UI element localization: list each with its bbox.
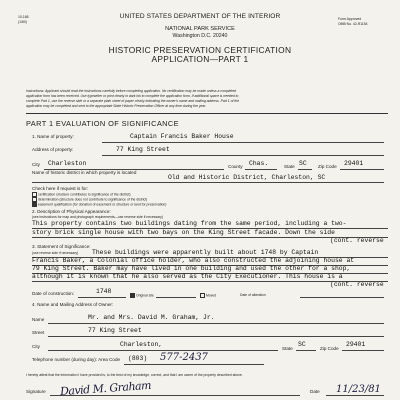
owner-zip-label: Zip Code: [320, 346, 339, 351]
description-continued: (cont. reverse: [330, 237, 384, 244]
district-line: [32, 182, 384, 183]
significance-continued: (cont. reverse: [330, 281, 384, 288]
state-line: [298, 169, 312, 170]
owner-name-field[interactable]: Mr. and Mrs. David M. Graham, Jr.: [88, 314, 215, 321]
signature-date-line: [326, 395, 384, 396]
check-header: Check here if request is for:: [32, 186, 89, 191]
significance-line-2[interactable]: Francis Baker, a Colonial office holder, who also constructed the adjoining house at: [32, 257, 355, 264]
address-line: [102, 155, 384, 156]
original-site-label: Original site: [136, 293, 154, 298]
significance-label: 3. Statement of Significance:: [32, 244, 91, 249]
city-field[interactable]: Charleston: [48, 160, 87, 167]
signature-label: Signature: [26, 389, 46, 394]
instructions-line-3: complete Part 1, use the reverse side or a separate plain sheet of paper clearly indicating the owner's name and mailing address. Part 1 of the: [26, 99, 240, 103]
check-certification-label: certification structure contributes to significance of the district): [38, 192, 131, 197]
owner-city-label: City: [32, 344, 40, 349]
instructions-line-4: application may be completed and sent to the appropriate State Historic Preservation Officer at any time during the year.: [26, 104, 207, 108]
owner-heading: 4. Name and Mailing Address of Owner:: [32, 302, 114, 307]
alteration-date-line: [300, 297, 384, 298]
city-label: City: [32, 162, 40, 167]
district-label: Name of historic district in which property is located: [32, 170, 137, 175]
zip-label: Zip Code: [318, 164, 337, 169]
county-label: County: [228, 164, 243, 169]
zip-line: [340, 169, 384, 170]
checkbox-moved[interactable]: [200, 293, 205, 298]
owner-name-line: [48, 323, 384, 324]
phone-line: [124, 364, 264, 365]
check-easement[interactable]: [32, 202, 166, 207]
checkbox-easement[interactable]: [32, 202, 37, 207]
description-line-1[interactable]: This property contains two buildings dating from the same period, including a two-: [32, 220, 347, 227]
owner-street-line: [48, 336, 384, 337]
moved-label: Moved: [206, 293, 217, 298]
instructions-line-2: application form has been received. Use typewriter or print clearly in dark ink to complete the application form. If additional space is needed to: [26, 94, 239, 98]
section-divider: [26, 113, 388, 114]
address-label: Address of property:: [32, 147, 74, 152]
owner-state-field[interactable]: SC: [298, 341, 306, 348]
zip-field[interactable]: 29401: [344, 160, 364, 167]
signature-date-label: Date: [310, 389, 320, 394]
district-field[interactable]: Old and Historic District, Charleston, SC: [168, 174, 326, 181]
property-name-line: [102, 142, 384, 143]
description-label: 2. Description of Physical Appearance:: [32, 209, 111, 214]
original-site-line: [156, 297, 196, 298]
state-field[interactable]: SC: [299, 160, 307, 167]
owner-street-label: Street: [32, 330, 45, 335]
owner-zip-line: [342, 350, 384, 351]
county-field[interactable]: Chas.: [249, 160, 269, 167]
property-name-field[interactable]: Captain Francis Baker House: [130, 133, 234, 140]
department-name: UNITED STATES DEPARTMENT OF THE INTERIOR: [119, 13, 281, 20]
county-line: [245, 169, 277, 170]
agency-location: Washington D.C. 20240: [172, 33, 228, 39]
significance-hint: (use reverse side if necessary): [32, 251, 79, 255]
owner-street-field[interactable]: 77 King Street: [88, 327, 142, 334]
significance-line-3[interactable]: 79 King Street. Baker may have lived in one building and used the other for a shop,: [32, 265, 351, 272]
form-approved: Form Approved: [338, 17, 362, 21]
check-determination-label: determination (structure does not contribute to significance of the district): [38, 197, 148, 202]
alteration-date-label: Date of alteration: [240, 293, 266, 297]
original-site-option[interactable]: [130, 293, 154, 298]
omb-number: OMB No. 42-R1154: [338, 22, 368, 26]
description-line-2[interactable]: story brick single house with two bays on the King Street facade. Down the side: [32, 229, 335, 236]
instructions-line-1: Instructions: Applicant should read the instructions carefully before completing application. No certification may be made unless a completed: [26, 89, 237, 93]
construction-date-field[interactable]: 1748: [96, 288, 112, 295]
owner-zip-field[interactable]: 29401: [346, 341, 366, 348]
owner-state-label: State: [282, 346, 293, 351]
form-code-left: 10-168: [18, 15, 29, 19]
form-title: HISTORIC PRESERVATION CERTIFICATION: [108, 45, 292, 55]
significance-line-1[interactable]: These buildings were apparently built about 1748 by Captain: [92, 249, 319, 256]
check-easement-label: easement qualification (for donation of easement or structure or land for preservation): [38, 202, 167, 207]
form-subtitle: APPLICATION—PART 1: [151, 54, 249, 64]
owner-name-label: Name: [32, 317, 45, 322]
agency-name: NATIONAL PARK SERVICE: [165, 26, 235, 32]
owner-city-line: [48, 350, 278, 351]
moved-option[interactable]: [200, 293, 216, 298]
construction-date-line: [78, 297, 126, 298]
owner-city-field[interactable]: Charleston,: [120, 341, 163, 348]
construction-date-label: Date of construction:: [32, 291, 75, 296]
address-field[interactable]: 77 King Street: [116, 146, 170, 153]
phone-number-field[interactable]: 577-2437: [160, 352, 208, 363]
checkbox-original-site[interactable]: [130, 293, 135, 298]
form-code-left-sub: (1/80): [18, 20, 27, 24]
description-hint: (see instructions for map and photograph requirements—use reverse side if necessary): [32, 215, 163, 219]
phone-label: Telephone number (during day): Area Code: [32, 357, 121, 362]
certification-statement: I hereby attest that the information I have provided is, to the best of my knowledge, correct, and that I am owner of the property described above.: [26, 373, 243, 377]
significance-line-4[interactable]: although it is known that he also served as the City Executioner. This house is a: [32, 273, 343, 280]
signature-date-field[interactable]: 11/23/81: [336, 384, 381, 395]
state-label: State: [284, 164, 295, 169]
signature-field[interactable]: David M. Graham: [59, 378, 152, 399]
part1-heading: PART 1 EVALUATION OF SIGNIFICANCE: [26, 119, 179, 128]
phone-area-field[interactable]: (803): [128, 355, 148, 362]
property-name-label: 1. Name of property:: [32, 134, 74, 139]
owner-state-line: [296, 350, 316, 351]
